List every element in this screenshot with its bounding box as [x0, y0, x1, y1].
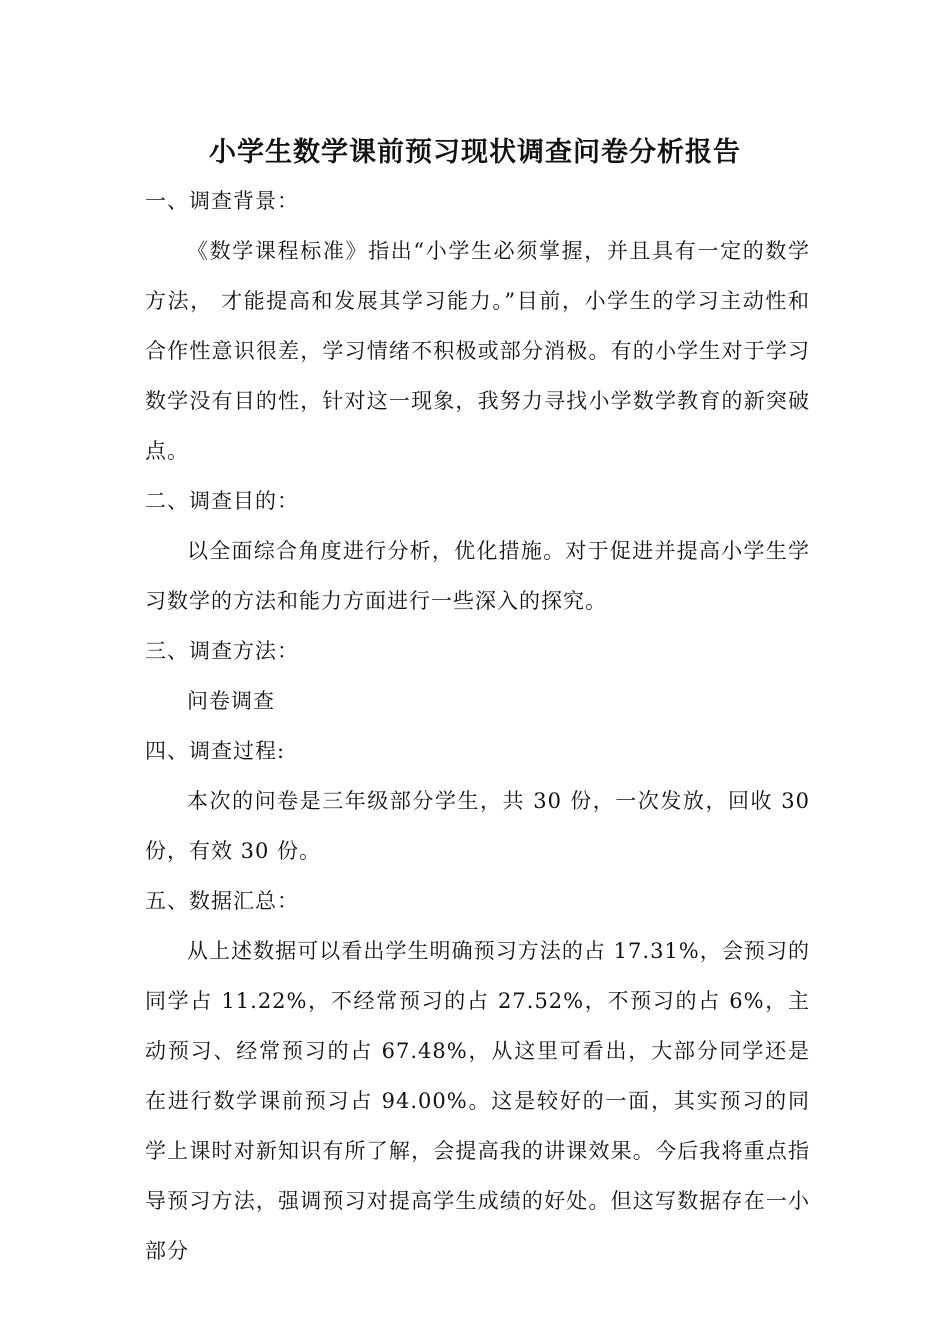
section-heading-background: 一、调查背景： — [145, 189, 299, 213]
section-paragraph-purpose: 以全面综合角度进行分析，优化措施。对于促进并提高小学生学习数学的方法和能力方面进行一些深入的探究。 — [145, 539, 810, 613]
section-paragraph-summary: 从上述数据可以看出学生明确预习方法的占 17.31%，会预习的同学占 11.22%，不经常预习的占 27.52%，不预习的占 6%，主动预习、经常预习的占 67.48%，从这里可看出，大部分同学还是在进行数学课前预习占 94.00%。这是较好的一面，其实预习的同学上课时对新知识有所了解，会提高我的讲课效果。今后我将重点指导预习方法，强调预习对提高学生成绩的好处。但这写数据存在一小部分 — [145, 939, 810, 1263]
section-paragraph-background: 《数学课程标准》指出“小学生必须掌握，并且具有一定的数学方法， 才能提高和发展其学习能力。”目前，小学生的学习主动性和合作性意识很差，学习情绪不积极或部分消极。有的小学生对于学习数学没有目的性，针对这一现象，我努力寻找小学数学教育的新突破点。 — [145, 239, 810, 463]
document-body — [145, 176, 810, 1276]
section-paragraph-method: 问卷调查 — [187, 689, 275, 713]
section-heading-process: 四、调查过程: — [145, 739, 286, 763]
document-title: 小学生数学课前预习现状调查问卷分析报告 — [209, 137, 741, 168]
section-heading-purpose: 二、调查目的： — [145, 489, 299, 513]
section-paragraph-process: 本次的问卷是三年级部分学生，共 30 份，一次发放，回收 30 份，有效 30 份。 — [145, 789, 810, 863]
section-heading-summary: 五、数据汇总： — [145, 889, 299, 913]
section-heading-method: 三、调查方法： — [145, 639, 299, 663]
